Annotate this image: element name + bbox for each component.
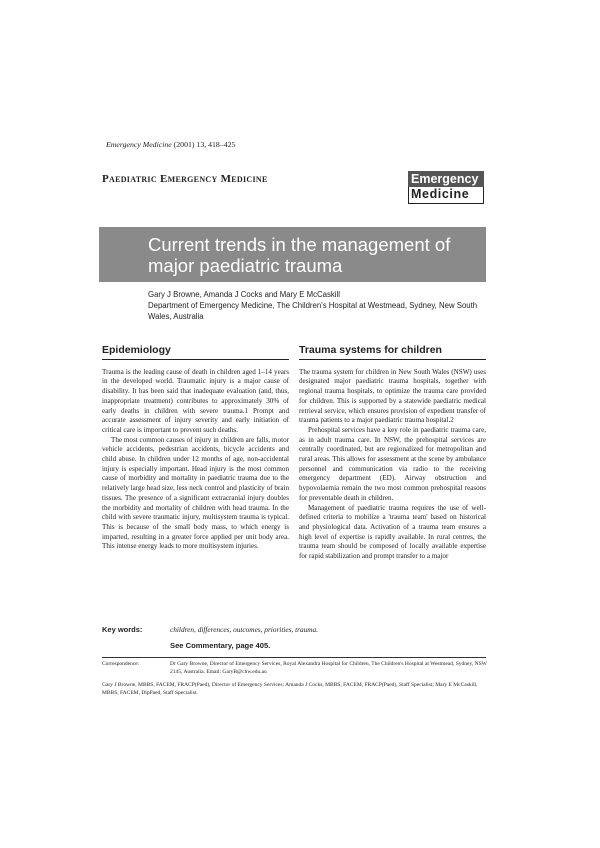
trauma-systems-heading: Trauma systems for children (299, 346, 486, 360)
correspondence-text: Dr Gary Browne, Director of Emergency Services, Royal Alexandra Hospital for Children, The Children's Hospital at Westmead, Sydney, NSW 2145, Australia. Email: GaryB@chw.edu.au (170, 661, 487, 675)
left-paragraph: Trauma is the leading cause of death in children aged 1–14 years in the developed world. Traumatic injury is a major cause of disability. It has been said that inadequate evaluation (and, thus, inappropriate treatment) contributes to approximately 30% of early deaths in children with severe trauma.1 Prompt and accurate assessment of injury severity and early initiation of critical care is important to prevent such deaths. (102, 367, 289, 434)
article-title (148, 234, 450, 276)
logo-top: Emergency (408, 171, 484, 187)
journal-name: Emergency Medicine (106, 140, 172, 149)
logo-bottom: Medicine (408, 187, 484, 204)
footer-divider (102, 657, 486, 658)
commentary-note: See Commentary, page 405. (170, 641, 271, 650)
citation-details: (2001) 13, 418–425 (171, 140, 236, 149)
title-line-2: major paediatric trauma (148, 255, 343, 276)
left-paragraph: The most common causes of injury in children are falls, motor vehicle accidents, pedestrian accidents, bicycle accidents and child abuse. In children under 12 months of age, non-accidental injury is especially important. Head injury is the most common cause of morbidity and mortality in paediatric trauma due to the relatively large head size, less neck control and plasticity of brain tissues. The presence of a significant extracranial injury doubles the morbidity and mortality of children with head trauma. In the child with severe traumatic injury, multisystem trauma is typical. This is because of the small body mass, to which energy is imparted, resulting in a greater force applied per unit body area. This intense energy leads to more multisystem injuries. (102, 435, 289, 551)
left-column (102, 346, 289, 552)
author-affiliation: Department of Emergency Medicine, The Children's Hospital at Westmead, Sydney, New South Wales, Australia (148, 301, 478, 322)
keywords-text: children, differences, outcomes, priorities, trauma. (170, 625, 319, 634)
correspondence-label: Correspondence: (102, 661, 140, 667)
right-paragraph: Prehospital services have a key role in paediatric trauma care, as in adult trauma care. In NSW, the prehospital services are centrally coordinated, but are regionalized for metropolitan and rural areas. This allows for assessment at the scene by ambulance personnel and communication via radio to the receiving emergency department (ED). Airway obstruction and hypovolaemia remain the two most common prehospital reasons for preventable death in children. (299, 425, 486, 502)
journal-citation (106, 140, 235, 149)
right-paragraph: The trauma system for children in New South Wales (NSW) uses designated major paediatric trauma hospitals, together with regional trauma hospitals, to optimize the trauma care provided for children. This is supported by a statewide paediatric medical retrieval service, which ensures provision of expedient transfer of trauma patients to a major paediatric trauma hospital.2 (299, 367, 486, 425)
section-label: Paediatric Emergency Medicine (102, 173, 268, 185)
author-credentials: Gary J Browne, MBBS, FACEM, FRACP(Paed), Director of Emergency Services; Amanda J Cocks, MBBS, FACEM, FRACP(Paed), Staff Specialist; Mary E McCaskill, MBBS, FACEM, DipPaed, Staff Specialist. (102, 682, 478, 696)
keywords-label: Key words: (102, 625, 143, 634)
title-banner (99, 227, 486, 282)
author-names: Gary J Browne, Amanda J Cocks and Mary E McCaskill (148, 290, 340, 299)
epidemiology-heading: Epidemiology (102, 346, 289, 360)
right-paragraph: Management of paediatric trauma requires the use of well-defined criteria to mobilize a 'trauma team' based on historical and physiological data. Activation of a trauma team ensures a high level of expertise is rapidly available. In rural centres, the trauma team should be composed of locally available expertise for rapid stabilization and prompt transfer to a major (299, 503, 486, 561)
title-line-1: Current trends in the management of (148, 234, 451, 255)
journal-logo (408, 171, 484, 204)
author-block (148, 289, 488, 323)
right-column (299, 346, 486, 562)
